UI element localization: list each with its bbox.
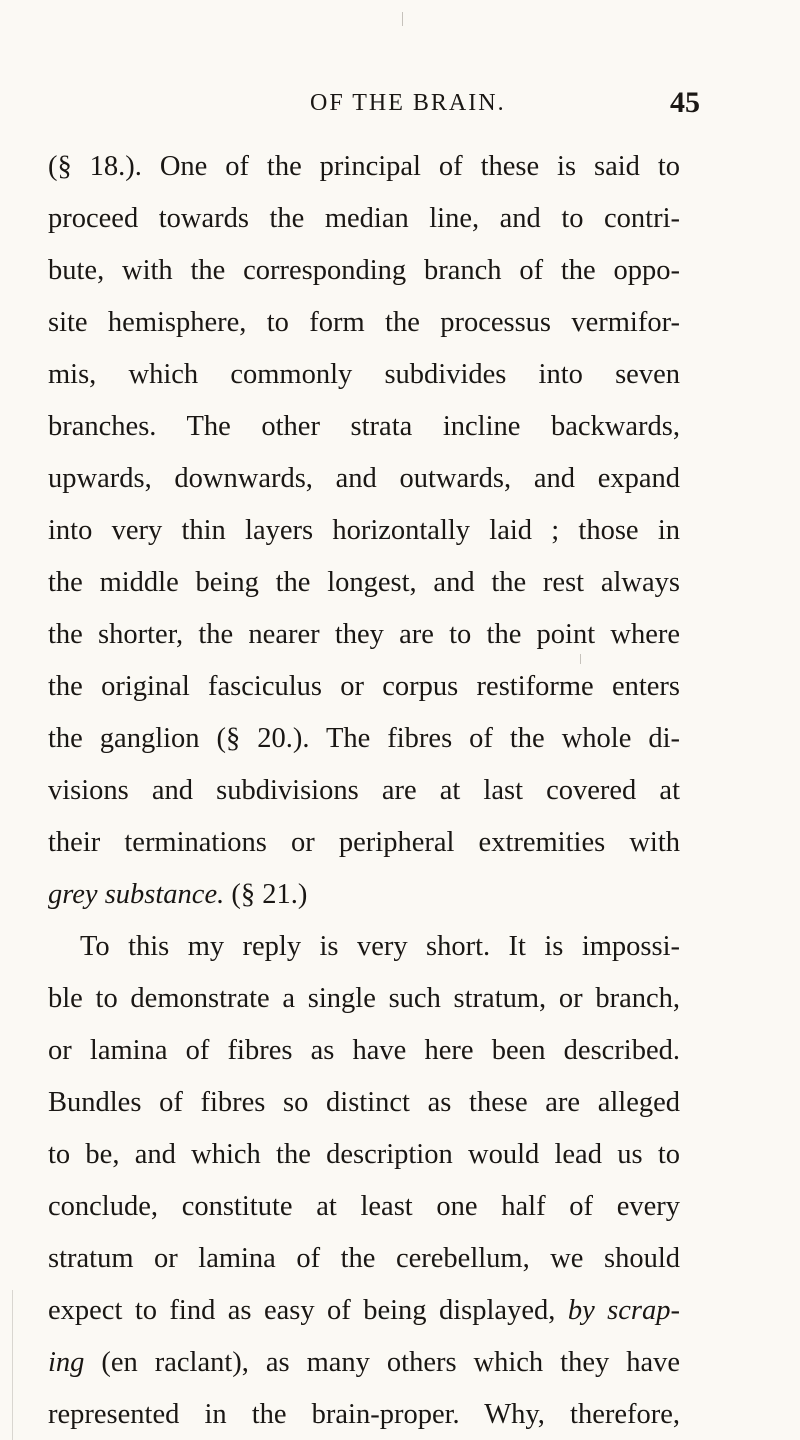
scan-mark: [580, 654, 581, 664]
text-line: proceed towards the median line, and to contri-: [48, 203, 680, 234]
text-line: the middle being the longest, and the rest always: [48, 567, 680, 598]
text-line: branches. The other strata incline backwards,: [48, 411, 680, 442]
italic-text: ing: [48, 1347, 85, 1378]
text-line-paragraph-end: [48, 870, 680, 920]
text-line: stratum or lamina of the cerebellum, we should: [48, 1243, 680, 1274]
text-line: the original fasciculus or corpus restiforme enters: [48, 671, 680, 702]
text-line: [48, 1338, 680, 1388]
text-line: the ganglion (§ 20.). The fibres of the whole di-: [48, 723, 680, 754]
text-line: into very thin layers horizontally laid ; those in: [48, 515, 680, 546]
page-header: [310, 86, 700, 130]
text-line: or lamina of fibres as have here been described.: [48, 1035, 680, 1066]
italic-text: grey substance.: [48, 879, 225, 910]
text-line: upwards, downwards, and outwards, and expand: [48, 463, 680, 494]
text-line: [48, 1286, 680, 1336]
text-run: expect to find as easy of being displayed,: [48, 1295, 568, 1326]
text-run: (en raclant), as many others which they have: [84, 1347, 680, 1378]
text-line: to be, and which the description would lead us to: [48, 1139, 680, 1170]
page-number: 45: [670, 86, 700, 119]
text-line-paragraph-start: To this my reply is very short. It is impossi-: [80, 931, 680, 962]
text-line: the shorter, the nearer they are to the point where: [48, 619, 680, 650]
text-line: Bundles of fibres so distinct as these are alleged: [48, 1087, 680, 1118]
text-line: bute, with the corresponding branch of the oppo-: [48, 255, 680, 286]
text-line: ble to demonstrate a single such stratum, or branch,: [48, 983, 680, 1014]
text-line: mis, which commonly subdivides into seven: [48, 359, 680, 390]
section-reference: (§ 21.): [224, 879, 308, 910]
running-head: OF THE BRAIN.: [310, 90, 506, 116]
text-line: site hemisphere, to form the processus vermifor-: [48, 307, 680, 338]
text-line: their terminations or peripheral extremities with: [48, 827, 680, 858]
text-line: (§ 18.). One of the principal of these is said to: [48, 151, 680, 182]
italic-text: by scrap-: [567, 1295, 680, 1326]
scan-mark: [402, 12, 403, 26]
text-line: represented in the brain-proper. Why, therefore,: [48, 1399, 680, 1430]
text-line: conclude, constitute at least one half of every: [48, 1191, 680, 1222]
page-edge-mark: [12, 1290, 13, 1440]
text-line: visions and subdivisions are at last covered at: [48, 775, 680, 806]
